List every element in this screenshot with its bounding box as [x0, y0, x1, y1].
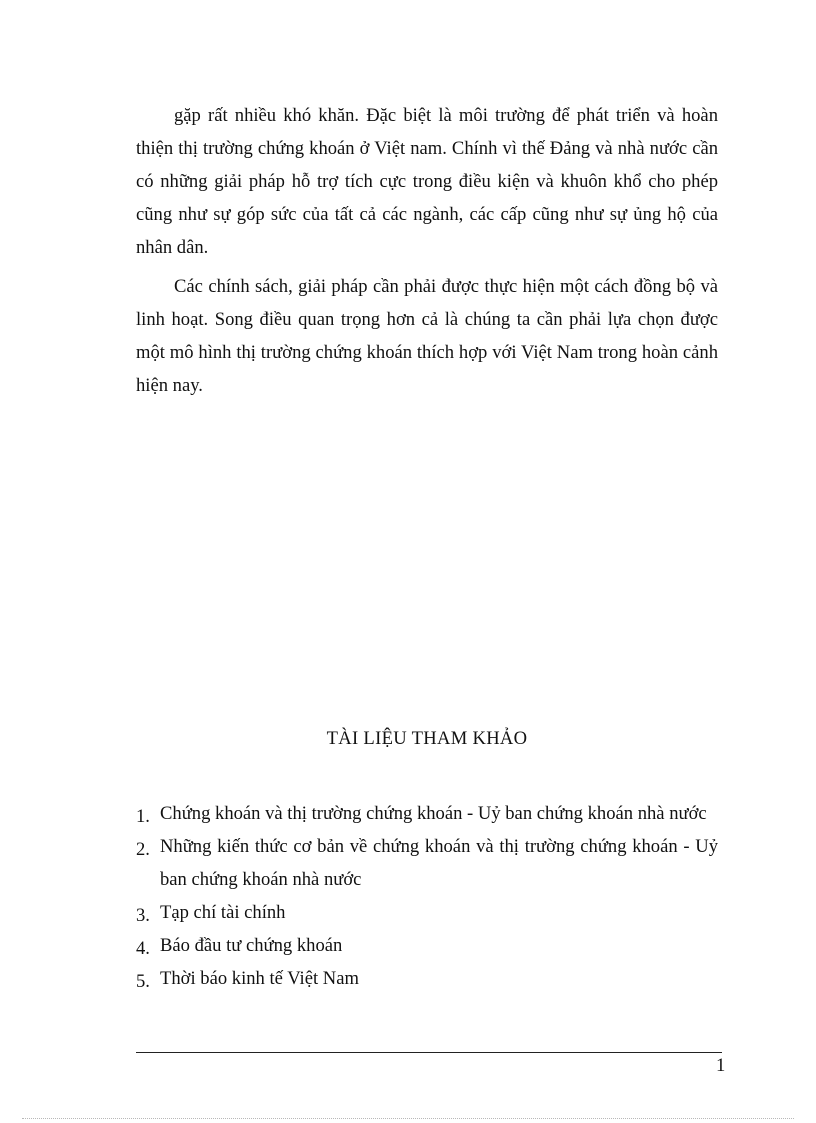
- reference-text: Chứng khoán và thị trường chứng khoán - Uỷ ban chứng khoán nhà nước: [160, 803, 707, 824]
- paragraph: gặp rất nhiều khó khăn. Đặc biệt là môi trường để phát triển và hoàn thiện thị trường chứng khoán ở Việt nam. Chính vì thế Đảng và nhà nước cần có những giải pháp hỗ trợ tích cực trong điều kiện và khuôn khổ cho phép cũng như sự góp sức của tất cả các ngành, các cấp cũng như sự ủng hộ của nhân dân.: [136, 105, 718, 258]
- reference-item: [136, 929, 718, 962]
- reference-item: [136, 830, 718, 896]
- page-boundary-divider: [22, 1118, 794, 1119]
- body-text: [136, 99, 718, 408]
- footer-divider: [136, 1052, 722, 1053]
- reference-text: Thời báo kinh tế Việt Nam: [160, 968, 359, 989]
- reference-number: 4.: [136, 938, 150, 959]
- reference-text: Những kiến thức cơ bản về chứng khoán và thị trường chứng khoán - Uỷ ban chứng khoán nhà nước: [160, 836, 718, 890]
- reference-item: [136, 797, 718, 830]
- reference-text: Báo đầu tư chứng khoán: [160, 935, 343, 956]
- reference-number: 3.: [136, 905, 150, 926]
- reference-item: [136, 962, 718, 995]
- reference-number: 5.: [136, 971, 150, 992]
- references-list: [136, 797, 718, 995]
- reference-item: [136, 896, 718, 929]
- references-title: TÀI LIỆU THAM KHẢO: [326, 728, 528, 749]
- reference-number: 2.: [136, 839, 150, 860]
- reference-number: 1.: [136, 806, 150, 827]
- page-number: 1: [716, 1055, 726, 1076]
- reference-text: Tạp chí tài chính: [160, 902, 286, 923]
- paragraph: Các chính sách, giải pháp cần phải được thực hiện một cách đồng bộ và linh hoạt. Song điều quan trọng hơn cả là chúng ta cần phải lựa chọn được một mô hình thị trường chứng khoán thích hợp với Việt Nam trong hoàn cảnh hiện nay.: [136, 276, 718, 396]
